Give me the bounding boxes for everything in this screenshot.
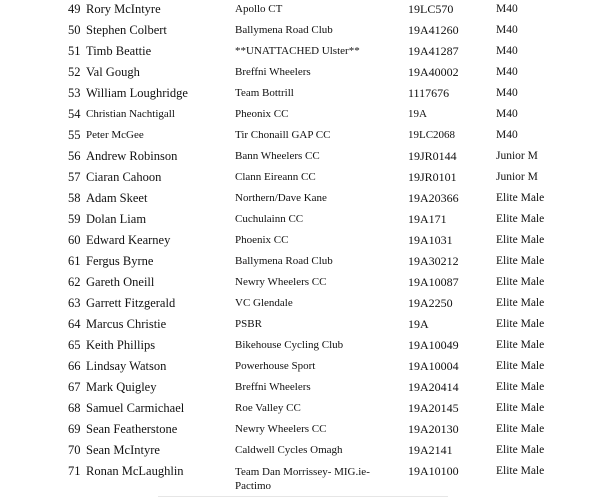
entry-number: 55 [68,128,81,142]
entry-number: 49 [68,2,81,16]
category: Junior M [496,150,538,162]
licence-number: 19LC2068 [408,129,456,141]
licence-number: 19A10049 [408,338,459,352]
licence-number: 19A41287 [408,44,459,58]
entry-row [0,377,600,398]
licence-number: 19A2250 [408,296,453,310]
club-name: Clann Eireann CC [235,171,316,183]
rider-name: Ciaran Cahoon [86,170,162,184]
rider-name: Val Gough [86,65,140,79]
club-name: Phoenix CC [235,234,289,246]
club-name: Newry Wheelers CC [235,276,327,288]
entry-number: 50 [68,23,81,37]
rider-name: Fergus Byrne [86,254,154,268]
rider-name: Stephen Colbert [86,23,167,37]
entry-row [0,398,600,419]
rider-name: William Loughridge [86,86,188,100]
club-name: Ballymena Road Club [235,255,333,267]
entry-row [0,188,600,209]
entry-number: 67 [68,380,81,394]
entry-number: 69 [68,422,81,436]
club-name: Apollo CT [235,3,283,15]
rider-name: Keith Phillips [86,338,156,352]
rider-name: Peter McGee [86,129,144,141]
entry-row [0,146,600,167]
licence-number: 19A20145 [408,401,459,415]
licence-number: 19A20414 [408,380,459,394]
club-name: Cuchulainn CC [235,213,304,225]
club-name: Breffni Wheelers [235,381,311,393]
entry-number: 68 [68,401,81,415]
category: Elite Male [496,339,545,351]
rider-name: Marcus Christie [86,317,167,331]
club-name: Roe Valley CC [235,402,301,414]
licence-number: 19A20130 [408,422,459,436]
club-name: **UNATTACHED Ulster** [235,45,360,57]
category: Elite Male [496,402,545,414]
licence-number: 19A2141 [408,443,453,457]
entry-number: 61 [68,254,81,268]
rider-name: Adam Skeet [86,191,148,205]
club-name: Team Dan Morrissey- MIG.ie-Pactimo [235,466,370,492]
club-name: Bikehouse Cycling Club [235,339,344,351]
licence-number: 19JR0101 [408,170,457,184]
category: M40 [496,24,518,36]
category: M40 [496,45,518,57]
licence-number: 19A41260 [408,23,459,37]
category: M40 [496,87,518,99]
club-name: Bann Wheelers CC [235,150,320,162]
rider-name: Mark Quigley [86,380,157,394]
entry-row [0,125,600,146]
entry-number: 52 [68,65,81,79]
entry-number: 57 [68,170,81,184]
entry-number: 53 [68,86,81,100]
rider-name: Christian Nachtigall [86,108,175,120]
rider-name: Timb Beattie [86,44,152,58]
licence-number: 19A20366 [408,191,459,205]
category: Junior M [496,171,538,183]
entry-number: 56 [68,149,81,163]
entry-row [0,20,600,41]
club-name: VC Glendale [235,297,293,309]
entry-number: 54 [68,107,81,121]
rider-name: Andrew Robinson [86,149,178,163]
category: M40 [496,108,518,120]
entry-number: 66 [68,359,81,373]
club-name: Northern/Dave Kane [235,192,327,204]
rider-name: Gareth Oneill [86,275,155,289]
entry-row [0,251,600,272]
rider-name: Samuel Carmichael [86,401,185,415]
rider-name: Dolan Liam [86,212,147,226]
entry-number: 58 [68,191,81,205]
category: Elite Male [496,255,545,267]
entry-row [0,314,600,335]
entry-number: 70 [68,443,81,457]
entry-row [0,272,600,293]
licence-number: 19JR0144 [408,149,457,163]
entry-number: 63 [68,296,81,310]
entry-row [0,167,600,188]
category: Elite Male [496,297,545,309]
category: Elite Male [496,234,545,246]
entry-row [0,41,600,62]
club-name: Ballymena Road Club [235,24,333,36]
entry-row [0,230,600,251]
club-name: Newry Wheelers CC [235,423,327,435]
category: Elite Male [496,360,545,372]
entry-number: 62 [68,275,81,289]
entry-number: 64 [68,317,81,331]
licence-number: 1117676 [408,86,450,100]
club-name: Pheonix CC [235,108,289,120]
entry-row [0,440,600,461]
entry-row [0,293,600,314]
licence-number: 19A1031 [408,233,453,247]
club-name: Caldwell Cycles Omagh [235,444,343,456]
club-name: Team Bottrill [235,87,294,99]
rider-name: Sean Featherstone [86,422,178,436]
category: Elite Male [496,318,545,330]
licence-number: 19A [408,108,427,120]
entry-row [0,461,600,492]
category: Elite Male [496,213,545,225]
entry-number: 71 [68,464,81,478]
rider-name: Sean McIntyre [86,443,160,457]
entry-number: 59 [68,212,81,226]
rider-name: Lindsay Watson [86,359,167,373]
entry-row [0,104,600,125]
licence-number: 19LC570 [408,2,454,16]
licence-number: 19A40002 [408,65,459,79]
rider-name: Rory McIntyre [86,2,161,16]
club-name: Breffni Wheelers [235,66,311,78]
licence-number: 19A10004 [408,359,459,373]
licence-number: 19A [408,317,429,331]
entry-row [0,335,600,356]
category: M40 [496,66,518,78]
club-name: PSBR [235,318,262,330]
club-name: Tir Chonaill GAP CC [235,129,331,141]
entry-number: 51 [68,44,81,58]
category: M40 [496,129,518,141]
rider-name: Ronan McLaughlin [86,464,184,478]
entry-row [0,83,600,104]
category: Elite Male [496,444,545,456]
category: Elite Male [496,423,545,435]
licence-number: 19A10087 [408,275,459,289]
page-edge-divider [158,496,448,497]
entry-number: 65 [68,338,81,352]
entry-row [0,419,600,440]
category: Elite Male [496,465,545,477]
club-name: Powerhouse Sport [235,360,316,372]
entry-row [0,0,600,20]
entry-row [0,356,600,377]
licence-number: 19A171 [408,212,447,226]
entry-row [0,209,600,230]
entry-number: 60 [68,233,81,247]
rider-name: Garrett Fitzgerald [86,296,176,310]
licence-number: 19A30212 [408,254,459,268]
entry-row [0,62,600,83]
category: Elite Male [496,276,545,288]
category: Elite Male [496,192,545,204]
licence-number: 19A10100 [408,464,459,478]
rider-name: Edward Kearney [86,233,171,247]
category: M40 [496,3,518,15]
category: Elite Male [496,381,545,393]
